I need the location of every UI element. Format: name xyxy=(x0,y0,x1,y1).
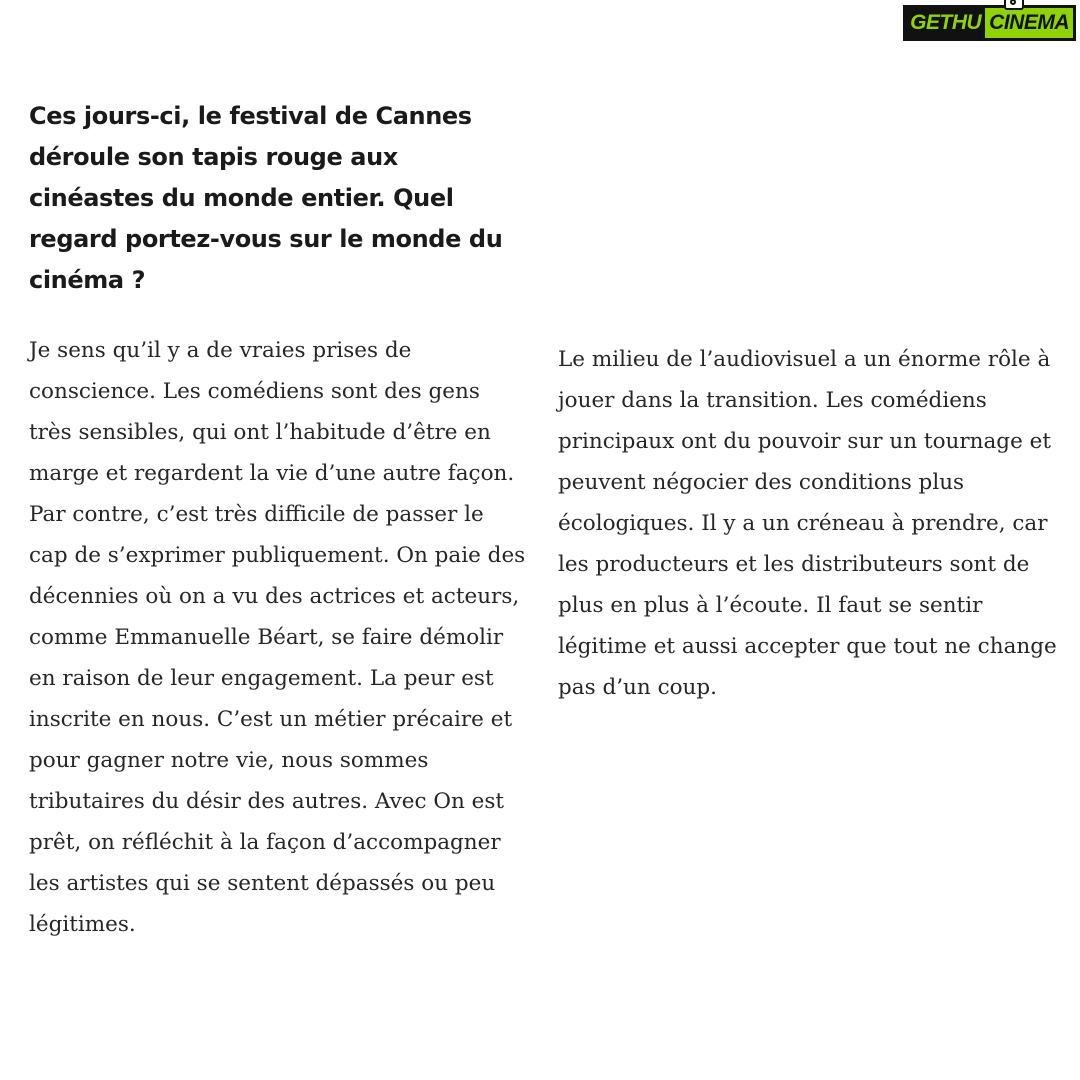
brand-logo xyxy=(903,4,1076,42)
answer-paragraph-left: Je sens qu’il y a de vraies prises de conscience. Les comédiens sont des gens très sensibles, qui ont l’habitude d’être en marge et regardent la vie d’une autre façon. Par contre, c’est très difficile de passer le cap de s’exprimer publiquement. On paie des décennies où on a vu des actrices et acteurs, comme Emmanuelle Béart, se faire démolir en raison de leur engagement. La peur est inscrite en nous. C’est un métier précaire et pour gagner notre vie, nous sommes tributaires du désir des autres. Avec On est prêt, on réfléchit à la façon d’accompagner les artistes qui se sentent dépassés ou peu légitimes. xyxy=(29,338,526,937)
answer-paragraph-right: Le milieu de l’audiovisuel a un énorme rôle à jouer dans la transition. Les comédiens principaux ont du pouvoir sur un tournage et peuvent négocier des conditions plus écologiques. Il y a un créneau à prendre, car les producteurs et les distributeurs sont de plus en plus à l’écoute. Il faut se sentir légitime et aussi accepter que tout ne change pas d’un coup. xyxy=(558,347,1057,700)
camera-icon xyxy=(1004,0,1024,10)
logo-text-gethu: GETHU xyxy=(906,8,985,38)
interview-question: Ces jours-ci, le festival de Cannes déroule son tapis rouge aux cinéastes du monde entier. Quel regard portez-vous sur le monde du cinéma ? xyxy=(29,102,503,294)
logo-text-cinema: CINEMA xyxy=(985,8,1073,38)
logo-wordmark xyxy=(903,5,1076,41)
